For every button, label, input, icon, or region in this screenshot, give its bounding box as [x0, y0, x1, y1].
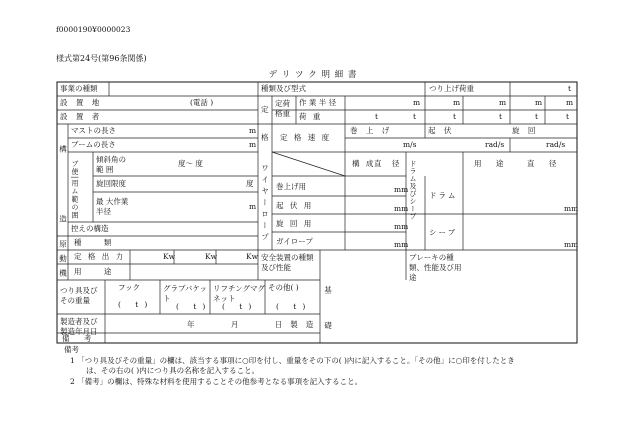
boom-length-unit: m	[249, 140, 257, 149]
slew-limit-label: 旋回限度	[96, 179, 126, 188]
unit-t-1: t	[375, 112, 379, 121]
note-1b: は、その右の( )内につり具の名称を記入すること。	[86, 366, 260, 375]
rated-speed-label: 定 格 速 度	[280, 133, 332, 142]
unit-m-4: m	[535, 98, 543, 107]
unit-m-1: m	[413, 98, 421, 107]
max-radius-unit: m	[249, 202, 257, 211]
rated-output-label: 定 格 出 力	[74, 252, 126, 261]
unit-t-6: t	[566, 112, 570, 121]
lifting-magnet-option: リフチングマグネット	[213, 284, 265, 303]
prime-mover-kind-label: 種 類	[74, 238, 122, 247]
luff-rope-label: 起 伏 用	[276, 201, 314, 210]
guy-structure-label: 控えの構造	[71, 224, 109, 233]
boom-length-label: ブームの長さ	[71, 140, 116, 149]
slewing-speed-unit: rad/s	[546, 140, 566, 149]
hook-weight: ( t)	[118, 300, 154, 309]
form-number: 様式第24号(第96条関係)	[56, 54, 147, 63]
drum-sheave-label: ドラム及びシーブ	[409, 160, 417, 220]
tilt-range-label: 傾斜角の範 囲	[96, 155, 126, 174]
luffing-speed-unit: rad/s	[485, 140, 505, 149]
boom-range-label: ブ使|用ム範の囲	[71, 160, 79, 220]
hoisting-rope-label: 巻上げ用	[276, 182, 306, 191]
unit-t-2: t	[413, 112, 417, 121]
structure-label: 構 造	[58, 145, 68, 253]
page-title: デ リ ツ ク 明 細 書	[268, 70, 358, 80]
mast-length-label: マストの長さ	[71, 126, 116, 135]
load-by-accessory-label: つり具及びその重量	[60, 286, 98, 305]
unit-t-5: t	[535, 112, 539, 121]
drum-label: ドラム	[429, 191, 458, 200]
safety-device-label: 安全装置の種類及び性能	[261, 253, 314, 272]
kaku-label: 格	[261, 133, 269, 142]
lifting-magnet-weight: ( t)	[222, 302, 258, 311]
guy-rope-label: ガイロープ	[276, 237, 313, 246]
drum-diameter-unit: mm	[564, 204, 579, 213]
max-radius-label: 最 大作業半径	[96, 197, 129, 216]
grab-bucket-weight: ( t)	[176, 302, 212, 311]
hook-option: フック	[118, 283, 140, 292]
grab-bucket-option: グラブバケット	[163, 284, 208, 303]
brake-label: ブレーキの種類、性能及び用途	[409, 253, 462, 282]
unit-t-4: t	[499, 112, 503, 121]
slew-rope-label: 旋 回 用	[276, 219, 314, 228]
teikaku-label: 定	[261, 105, 269, 114]
prime-mover-label: 原動機	[58, 240, 68, 284]
foundation-label: 基礎	[323, 286, 333, 357]
load-label: 荷 重	[299, 112, 323, 121]
diameter-label: 直 径	[527, 159, 563, 168]
hoisting-rope-unit: mm	[394, 185, 409, 194]
rope-diameter-label: 直 径	[374, 159, 404, 168]
installer-label: 設 置 者	[60, 112, 103, 121]
note-2: 2 「備考」の欄は、特殊な材料を使用することその他参考となる事項を記入すること。	[70, 377, 363, 386]
manufacture-date: 年 月 日製造	[187, 320, 322, 329]
load-capacity-label: つり上げ荷重	[429, 84, 474, 93]
load-capacity-unit: t	[568, 84, 572, 93]
guy-rope-unit: mm	[394, 240, 409, 249]
other-option: その他( )	[268, 283, 299, 292]
other-weight: ( t)	[276, 302, 312, 311]
model-label: 種類及び型式	[261, 84, 306, 93]
unit-m-5: m	[566, 98, 574, 107]
manufacturer-label: 製造者及び製造年月日	[60, 317, 98, 336]
business-type-label: 事業の種類	[60, 84, 98, 93]
luff-rope-unit: mm	[394, 204, 409, 213]
sheave-label: シーブ	[429, 228, 458, 237]
slewing-label: 旋 回	[512, 126, 539, 135]
unit-m-3: m	[499, 98, 507, 107]
lifting-label: 巻 上 げ	[350, 126, 393, 135]
kw-unit-2: Kw	[205, 252, 218, 261]
mast-length-unit: m	[249, 126, 257, 135]
usage-label: 用 途	[474, 159, 510, 168]
doc-code: f0000190¥0000023	[56, 25, 131, 34]
phone-label: (電話 )	[190, 98, 214, 107]
kw-unit-3: Kw	[246, 252, 259, 261]
note-1a: 1 「つり具及びその重量」の欄は、該当する事項に○印を付し、重量をその下の( )内に記入すること。「その他」に○印を付したとき	[70, 356, 515, 365]
degree-range: 度〜 度	[178, 159, 203, 168]
kw-unit-1: Kw	[163, 252, 176, 261]
degree-unit: 度	[246, 179, 254, 188]
location-label: 設 置 地	[60, 98, 103, 107]
remarks-label: 備 考	[62, 334, 98, 343]
slew-rope-unit: mm	[394, 222, 409, 231]
luffing-label: 起 伏	[428, 126, 455, 135]
lifting-speed-unit: m/s	[403, 140, 417, 149]
sheave-diameter-unit: mm	[564, 240, 579, 249]
working-radius-label: 作 業 半 径	[299, 98, 337, 107]
unit-t-3: t	[453, 112, 457, 121]
rated-load-label: 定荷 格重	[275, 99, 290, 118]
notes-title: 備考	[64, 345, 79, 354]
prime-mover-use-label: 用 途	[74, 267, 122, 276]
wire-rope-label: ワイヤーロープ	[260, 164, 270, 245]
unit-m-2: m	[453, 98, 461, 107]
rope-structure-label: 構 成	[352, 159, 376, 168]
